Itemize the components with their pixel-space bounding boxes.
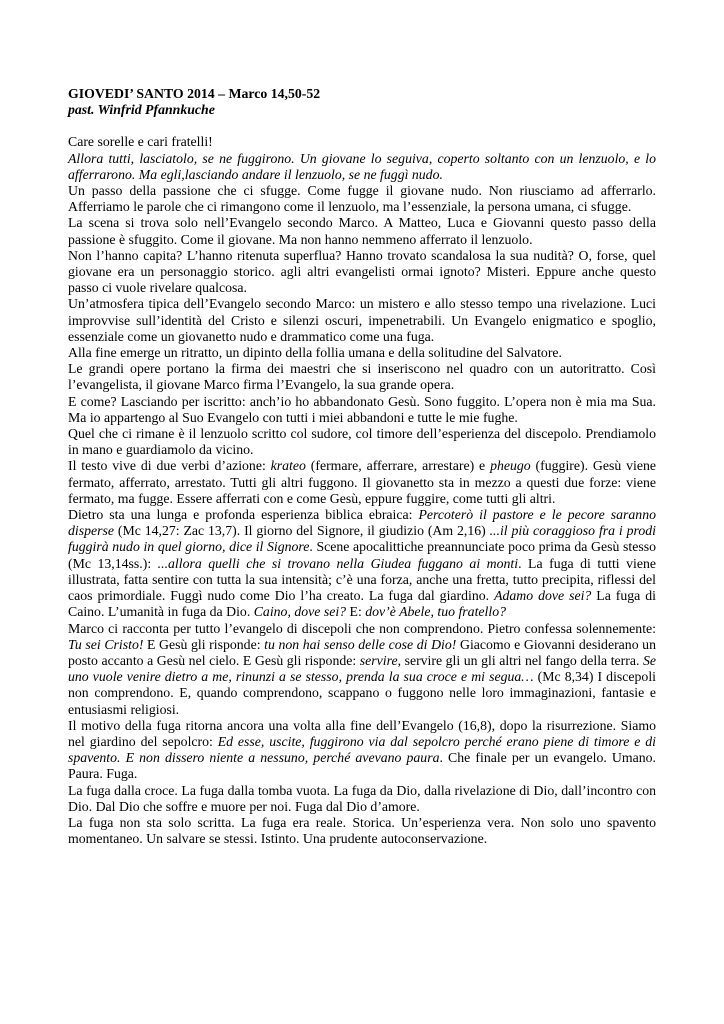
- paragraph: [68, 151, 656, 183]
- italic-text: ...il più coraggioso fra i prodi fuggirà nudo in quel giorno, dice il Signore: [68, 523, 657, 555]
- text-run: La fuga dalla croce. La fuga dalla tomba vuota. La fuga da Dio, dalla rivelazione di Dio, dall’incontro con Dio. Dal Dio che soffre e muore per noi. Fuga dal Dio d’amore.: [68, 782, 656, 814]
- paragraph: [68, 783, 656, 815]
- paragraph: [68, 345, 656, 361]
- paragraph: [68, 296, 656, 345]
- text-run: Alla fine emerge un ritratto, un dipinto della follia umana e della solitudine del Salvatore.: [68, 345, 562, 361]
- text-run: . La fuga di tutti viene illustrata, fatta sentire con tutta la sua intensità; c’è una forza, anche una fretta, tutto precipita, riflessi del caos primordiale. Fuggì nudo come Dio l’ha creato. La fuga dal giardino.: [68, 555, 656, 604]
- text-run: Dietro sta una lunga e profonda esperienza biblica ebraica:: [68, 507, 419, 523]
- italic-text: dov’è Abele, tuo fratello?: [365, 604, 506, 620]
- paragraph: [68, 215, 656, 247]
- text-run: . Scene apocalittiche preannunciate poco prima da Gesù stesso (Mc 13,14ss.):: [68, 539, 657, 571]
- author-line: past. Winfrid Pfannkuche: [68, 102, 215, 118]
- paragraph: [68, 394, 656, 426]
- text-run: E Gesù gli risponde:: [143, 636, 265, 652]
- italic-text: ...allora quelli che si trovano nella Giudea fuggano ai monti: [157, 555, 519, 571]
- paragraph: [68, 507, 656, 620]
- sermon-body: [68, 151, 656, 848]
- italic-text: krateo: [270, 458, 306, 474]
- text-run: (fuggire). Gesù viene fermato, afferrato, arrestato. Tutti gli altri fuggono. Il giovanetto sta in mezzo a questi due forze: viene fermato, ma fugge. Essere afferrati con e come Gesù, eppure fuggire, come tutti gli altri.: [68, 458, 657, 506]
- text-run: . Che finale per un evangelo. Umano. Paura. Fuga.: [68, 750, 656, 782]
- italic-text: Allora tutti, lasciatolo, se ne fuggirono. Un giovane lo seguiva, coperto soltanto con un lenzuolo, e lo afferrarono. Ma egli,lasciando andare il lenzuolo, se ne fuggì nudo.: [68, 150, 656, 182]
- paragraph: [68, 621, 656, 718]
- italic-text: Ed esse, uscite, fuggirono via dal sepolcro perché erano piene di timore e di spavento. E non dissero niente a nessuno, perché avevano paura: [68, 733, 656, 766]
- paragraph: [68, 426, 656, 458]
- paragraph: [68, 815, 656, 847]
- text-run: Giacomo e Giovanni desiderano un posto accanto a Gesù nel cielo. E Gesù gli risponde:: [68, 636, 656, 668]
- text-run: La scena si trova solo nell’Evangelo secondo Marco. A Matteo, Luca e Giovanni questo passo della passione è sfuggito. Come il giovane. Ma non hanno nemmeno afferrato il lenzuolo.: [68, 215, 656, 247]
- text-run: E:: [346, 604, 366, 620]
- text-run: Non l’hanno capita? L’hanno ritenuta superflua? Hanno trovato scandalosa la sua nudità? O, forse, quel giovane era un personaggio storico. agli altri evangelisti ormai ignoto? Misteri. Eppure anche questo passo ci vuole rivelare qualcosa.: [68, 247, 656, 296]
- text-run: E come? Lasciando per iscritto: anch’io ho abbandonato Gesù. Sono fuggito. L’opera non è mia ma Sua. Ma io appartengo al Suo Evangelo con tutti i miei abbandoni e tutte le mie fughe.: [68, 393, 656, 425]
- text-run: La fuga di Caino. L’umanità in fuga da Dio.: [68, 588, 656, 620]
- paragraph: [68, 361, 656, 393]
- text-run: Marco ci racconta per tutto l’evangelo di discepoli che non comprendono. Pietro confessa solennemente:: [68, 620, 656, 636]
- paragraph: [68, 183, 656, 215]
- paragraph: [68, 458, 656, 507]
- text-run: (Mc 8,34) I discepoli non comprendono. E, quando comprendono, scappano o fuggono nelle loro immaginazioni, fantasie e entusiasmi religiosi.: [68, 669, 656, 717]
- text-run: , servire gli un gli altri nel fango della terra.: [397, 652, 643, 668]
- paragraph: [68, 718, 656, 783]
- italic-text: pheugo: [490, 458, 531, 474]
- italic-text: Caino, dove sei?: [253, 604, 347, 620]
- italic-text: servire: [359, 652, 398, 668]
- text-run: Il motivo della fuga ritorna ancora una volta alla fine dell’Evangelo (16,8), dopo la risurrezione. Siamo nel giardino del sepolcro:: [68, 717, 656, 749]
- text-run: Quel che ci rimane è il lenzuolo scritto col sudore, col timore dell’esperienza del discepolo. Prendiamolo in mano e guardiamolo da vicino.: [68, 426, 656, 458]
- italic-text: Adamo dove sei?: [494, 588, 592, 604]
- italic-text: Percoterò il pastore e le pecore saranno disperse: [68, 507, 656, 539]
- text-run: Il testo vive di due verbi d’azione:: [68, 458, 271, 474]
- paragraph: [68, 248, 656, 297]
- text-run: (fermare, afferrare, arrestare) e: [305, 458, 491, 474]
- text-run: Un passo della passione che ci sfugge. Come fugge il giovane nudo. Non riusciamo ad afferrarlo. Afferriamo le parole che ci rimangono come il lenzuolo, ma l’essenziale, la persona umana, ci sfugge.: [68, 183, 656, 215]
- text-run: La fuga non sta solo scritta. La fuga era reale. Storica. Un’esperienza vera. Non solo uno spavento momentaneo. Un salvare se stessi. Istinto. Una prudente autoconservazione.: [68, 814, 656, 847]
- text-run: Le grandi opere portano la firma dei maestri che si inseriscono nel quadro con un autoritratto. Così l’evangelista, il giovane Marco firma l’Evangelo, la sua grande opera.: [68, 361, 656, 393]
- italic-text: Tu sei Cristo!: [68, 636, 144, 652]
- text-run: Un’atmosfera tipica dell’Evangelo secondo Marco: un mistero e allo stesso tempo una rivelazione. Luci improvvise sull’identità del Cristo e silenzi oscuri, impenetrabili. Un Evangelo enigmatico e spoglio, essenziale come un giovanetto nudo e drammatico come una fuga.: [68, 296, 656, 344]
- text-run: (Mc 14,27: Zac 13,7). Il giorno del Signore, il giudizio (Am 2,16): [114, 523, 490, 539]
- italic-text: tu non hai senso delle cose di Dio!: [264, 636, 457, 652]
- document-page: [68, 86, 656, 847]
- italic-text: Se uno vuole venire dietro a me, rinunzi a se stesso, prenda la sua croce e mi segua…: [68, 652, 656, 685]
- document-title: GIOVEDI’ SANTO 2014 – Marco 14,50-52: [68, 86, 321, 101]
- greeting: Care sorelle e cari fratelli!: [68, 134, 213, 150]
